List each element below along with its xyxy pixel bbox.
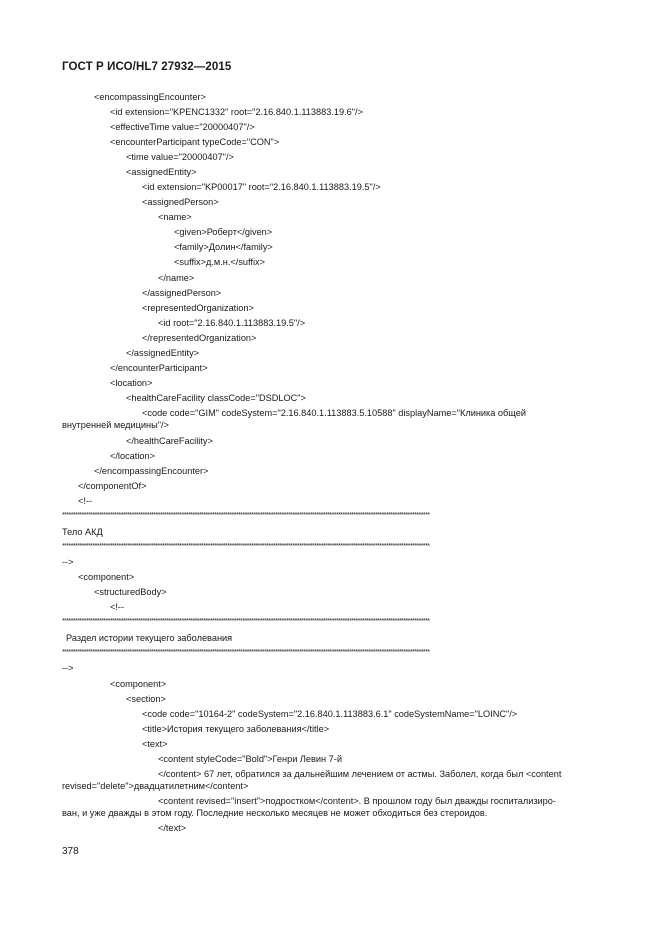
code-line: <id extension="KPENC1332" root="2.16.840.1.113883.19.6"/> — [110, 107, 363, 117]
code-line: <id extension="KP00017" root="2.16.840.1.113883.19.5"/> — [142, 182, 381, 192]
code-line: внутренней медицины"/> — [62, 420, 169, 430]
separator-line: ************************************************************************************************************************************************************************* — [62, 618, 430, 625]
separator-line: ************************************************************************************************************************************************************************* — [62, 649, 430, 656]
code-line: <healthCareFacility classCode="DSDLOC"> — [126, 393, 306, 403]
code-line: </representedOrganization> — [142, 333, 257, 343]
code-line: <encompassingEncounter> — [94, 92, 206, 102]
code-line: <!-- — [78, 496, 93, 506]
code-line: <time value="20000407"/> — [126, 152, 234, 162]
code-line: <content revised="insert">подростком</content>. В прошлом году был дважды госпитализиро- — [158, 796, 556, 806]
code-line: <given>Роберт</given> — [174, 227, 273, 237]
code-line: </healthCareFacility> — [126, 436, 213, 446]
code-line: <name> — [158, 212, 192, 222]
code-line: <effectiveTime value="20000407"/> — [110, 122, 255, 132]
code-line: </content> 67 лет, обратился за дальнейшим лечением от астмы. Заболел, когда был <content — [158, 769, 562, 779]
separator-line: ************************************************************************************************************************************************************************* — [62, 543, 430, 550]
code-line: <code code="10164-2" codeSystem="2.16.840.1.113883.6.1" codeSystemName="LOINC"/> — [142, 709, 518, 719]
code-line: </assignedEntity> — [126, 348, 200, 358]
code-line: <location> — [110, 378, 153, 388]
code-line: <encounterParticipant typeCode="CON"> — [110, 137, 280, 147]
code-line: ван, и уже дважды в этом году. Последние несколько месяцев не может обходиться без стероидов. — [62, 808, 488, 818]
code-line: </assignedPerson> — [142, 288, 222, 298]
comment-text: Тело АКД — [62, 527, 103, 537]
code-line: --> — [62, 557, 74, 567]
separator-line: ************************************************************************************************************************************************************************* — [62, 512, 430, 519]
code-line: </encounterParticipant> — [110, 363, 208, 373]
code-line: <suffix>д.м.н.</suffix> — [174, 257, 265, 267]
code-line: </encompassingEncounter> — [94, 466, 209, 476]
code-line: <text> — [142, 739, 168, 749]
code-line: <title>История текущего заболевания</title> — [142, 724, 330, 734]
code-line: <structuredBody> — [94, 587, 167, 597]
page-number: 378 — [62, 846, 79, 857]
code-line: <component> — [110, 679, 167, 689]
code-line: </location> — [110, 451, 155, 461]
code-line: </text> — [158, 823, 187, 833]
code-line: <component> — [78, 572, 135, 582]
code-line: --> — [62, 663, 74, 673]
code-line: <!-- — [110, 602, 125, 612]
code-line: </name> — [158, 273, 195, 283]
code-line: <assignedPerson> — [142, 197, 219, 207]
code-line: <representedOrganization> — [142, 303, 254, 313]
code-line: <section> — [126, 694, 166, 704]
code-line: <family>Долин</family> — [174, 242, 273, 252]
comment-text: Раздел истории текущего заболевания — [66, 633, 233, 643]
code-line: </componentOf> — [78, 481, 147, 491]
code-line: <code code="GIM" codeSystem="2.16.840.1.113883.5.10588" displayName="Клиника общей — [142, 408, 527, 418]
code-line: <content styleCode="Bold">Генри Левин 7-й — [158, 754, 342, 764]
code-line: <id root="2.16.840.1.113883.19.5"/> — [158, 318, 306, 328]
code-line: <assignedEntity> — [126, 167, 197, 177]
document-header: ГОСТ Р ИСО/HL7 27932—2015 — [62, 61, 232, 73]
code-line: revised="delete">двадцатилетним</content> — [62, 781, 249, 791]
